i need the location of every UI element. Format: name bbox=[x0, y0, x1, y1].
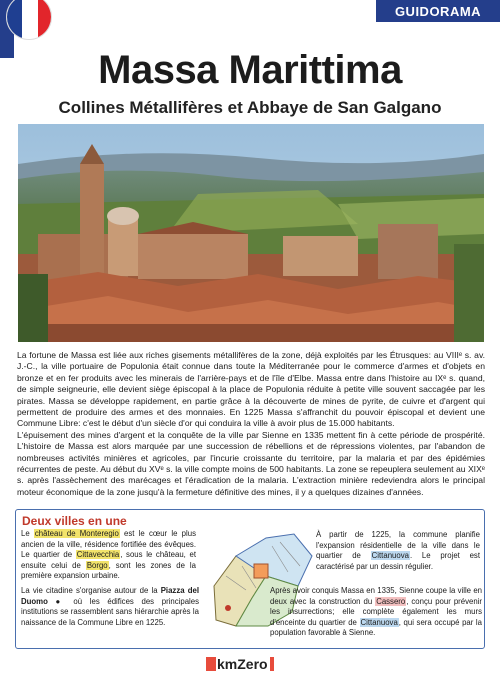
logo-mark-icon bbox=[206, 657, 216, 671]
highlight-cittanuova: Cittanuova bbox=[371, 551, 409, 561]
text: , sont les zones de la première expansion urbaine. bbox=[21, 560, 197, 581]
text: À partir de 1225, la commune planifie l'expansion résidentielle de la ville dans le quartier de bbox=[316, 530, 480, 561]
page-title: Massa Marittima bbox=[98, 48, 402, 92]
text: La vie citadine s'organise autour de la bbox=[21, 586, 161, 595]
bold-piazza: Piazza del Duomo bbox=[21, 586, 199, 606]
text: , qui sera occupé par la population favorable à Sienne. bbox=[270, 617, 483, 638]
logo-text: kmZero bbox=[217, 656, 268, 672]
box-left-bottom-text bbox=[21, 586, 199, 628]
french-flag-icon bbox=[0, 0, 56, 46]
paragraph: L'épuisement des mines d'argent et la conquête de la ville par Sienne en 1335 mettent fin à cette période de prospérité. L'histoire de Massa est alors marquée par une succession de rébellions et de répressions violentes, par l'abandon de nombreuses activités minières et agricoles, par l'incurie croissante du territoire, par la malaria et par des épidémies récurrentes de peste. Au début du XVᵉ s. la ville compte moins de 500 habitants. La zone se repeuplera seulement au XIXᵉ s. après l'assèchement des marécages et l'éradication de la malaria. L'extraction minière redeviendra alors le principal moteur économique de la zone jusqu'à la fermeture définitive des mines, il y a quelques dizaines d'années. bbox=[17, 429, 485, 497]
text: , sous le château, et ensuite celui de bbox=[21, 550, 196, 570]
logo-bar-icon bbox=[270, 657, 274, 671]
publisher-logo bbox=[206, 655, 274, 673]
page-subtitle: Collines Métallifères et Abbaye de San Galgano bbox=[58, 98, 442, 117]
text: . Le projet est caractérisé par un dessin régulier. bbox=[316, 551, 480, 571]
intro-text bbox=[17, 350, 485, 498]
text: Le bbox=[21, 529, 34, 538]
highlight-cittanuova-2: Cittanuova bbox=[360, 617, 398, 627]
box-right-bottom-text bbox=[270, 586, 482, 639]
paragraph: La fortune de Massa est liée aux riches gisements métallifères de la zone, déjà exploités par les Étrusques: au VIIIᵉ s. av. J.-C., la ville portuaire de Populonia était connue dans toute la Méditerranée pour le commerce d'armes et d'objets en bronze et en fer produits avec les minerais de l'arrière-pays et de l'île d'Elbe. Massa entre dans l'histoire au IXᵉ s. quand, de simple seigneurie, elle devient siège épiscopal à la place de Populonia réduite à petite ville souvent saccagée par les pirates. Massa se développe rapidement, en partie grâce à la découverte de mines de pyrite, de cuivre et d'argent qui permettent de produire des armes et des monnaies. En 1225 Massa s'affranchit du pouvoir épiscopal et devient une Commune Libre: c'est le début d'un siècle d'or qui conduira la ville à avoir plus de 15.000 habitants. bbox=[17, 350, 485, 429]
box-left-top-text bbox=[21, 529, 196, 582]
highlight-monteregio: château de Monteregio bbox=[34, 529, 119, 538]
highlight-cittavecchia: Cittavecchia bbox=[76, 550, 120, 560]
text: est le cœur le plus ancien de la ville, résidence fortifiée des évêques. Le quartier de bbox=[21, 529, 196, 560]
two-towns-box bbox=[15, 509, 485, 649]
town-panorama-photo bbox=[18, 124, 484, 342]
text: Après avoir conquis Massa en 1335, Sienne coupe la ville en deux avec la construction du bbox=[270, 586, 482, 606]
brand-badge: GUIDORAMA bbox=[376, 0, 500, 22]
highlight-cassero: Cassero bbox=[376, 596, 406, 606]
text: , conçu pour prévenir les insurrections; elle complète également les murs d'enceinte du quartier de bbox=[270, 596, 482, 627]
highlight-borgo: Borgo bbox=[86, 560, 108, 570]
box-right-top-text bbox=[316, 530, 480, 572]
box-title: Deux villes en une bbox=[22, 514, 127, 528]
text: ● où les édifices des principales institutions se rassemblent sans hiérarchie après la naissance de la Commune Libre en 1225. bbox=[21, 596, 199, 627]
